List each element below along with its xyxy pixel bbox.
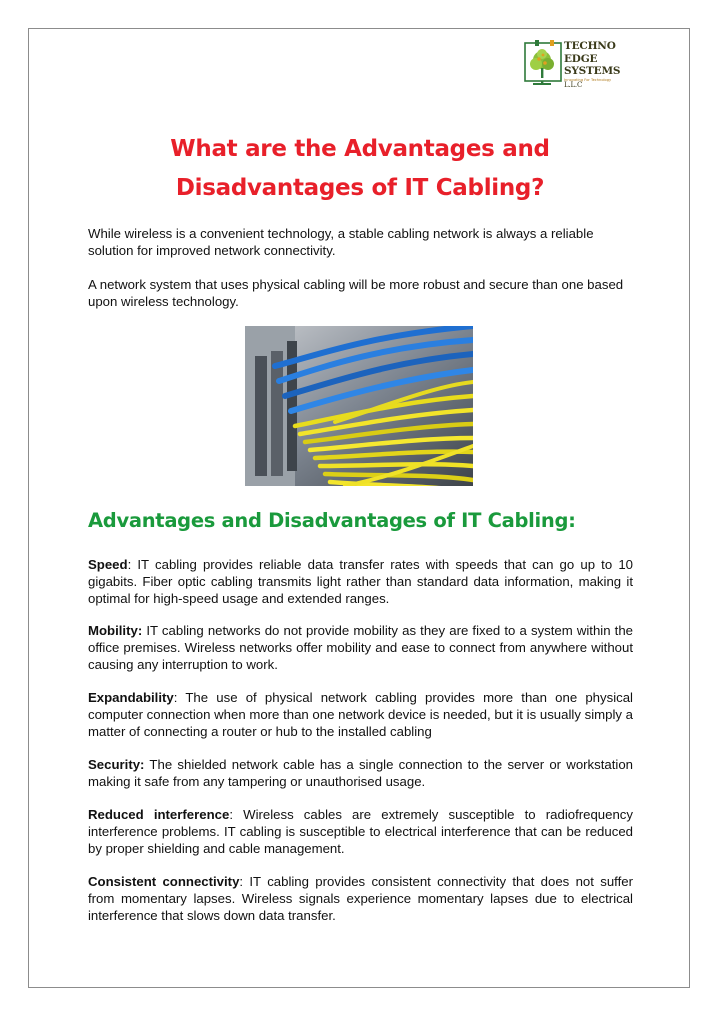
section-heading: Advantages and Disadvantages of IT Cabling: — [88, 509, 576, 532]
item-reduced-interference — [88, 806, 633, 857]
title-line-2: Disadvantages of IT Cabling? — [175, 175, 545, 201]
brand-name — [564, 40, 632, 91]
item-speed — [88, 556, 633, 607]
brand-line-3: SYSTEMS L.L.C — [564, 65, 621, 89]
item-separator: : — [229, 807, 233, 822]
item-consistent-connectivity — [88, 873, 633, 924]
item-term: Reduced interference — [88, 807, 230, 822]
item-term: Expandability — [88, 690, 174, 705]
brand-line-2: EDGE — [564, 52, 598, 65]
brand-suffix: L.L.C — [564, 80, 583, 89]
item-term: Consistent connectivity — [88, 874, 240, 889]
item-expandability — [88, 689, 633, 740]
item-mobility — [88, 622, 633, 673]
patch-panel-rack — [245, 326, 297, 486]
fiber-optic-cables-image — [245, 326, 473, 486]
item-term: Speed — [88, 557, 128, 572]
brand-line-1: TECHNO — [564, 40, 616, 52]
title-line-1: What are the Advantages and — [170, 136, 550, 162]
item-term: Security: — [88, 757, 145, 772]
item-separator: : — [239, 874, 244, 889]
item-text: IT cabling provides reliable data transfer rates with speeds that can go up to 10 gigabits. Fiber optic cabling transmits light rather than standard data information, making it optimal for high-speed usage and extended ranges. — [88, 557, 633, 606]
item-separator: : — [127, 557, 132, 572]
page-title — [100, 130, 620, 208]
item-term: Mobility: — [88, 623, 143, 638]
intro-paragraph-2: A network system that uses physical cabling will be more robust and secure than one based upon wireless technology. — [88, 277, 624, 309]
item-text: IT cabling networks do not provide mobility as they are fixed to a system within the office premises. Wireless networks offer mobility and ease to connect from anywhere without causing any interruption to work. — [88, 623, 633, 672]
item-text: The use of physical network cabling provides more than one physical computer connection when more than one network device is needed, but it is usually simply a matter of connecting a router or hub to the installed cabling — [88, 690, 633, 739]
item-text: IT cabling provides consistent connectivity that does not suffer from momentary lapses. Wireless signals experience momentary lapses due to electrical interference that slows down data transfer. — [88, 874, 633, 923]
brand-tagline: Innovating For Technology — [564, 78, 612, 82]
intro-paragraph-1: While wireless is a convenient technology, a stable cabling network is always a reliable solution for improved network connectivity. — [88, 226, 594, 258]
company-logo — [522, 40, 632, 96]
item-text: The shielded network cable has a single connection to the server or workstation making it safe from any tampering or unauthorised usage. — [88, 757, 633, 789]
tree-logo-icon — [522, 40, 562, 90]
item-separator: : — [173, 690, 178, 705]
item-text: Wireless cables are extremely susceptible to radiofrequency interference problems. IT cabling is susceptible to electrical interference that can be reduced by proper shielding and cable management. — [88, 807, 633, 856]
item-security — [88, 756, 633, 790]
